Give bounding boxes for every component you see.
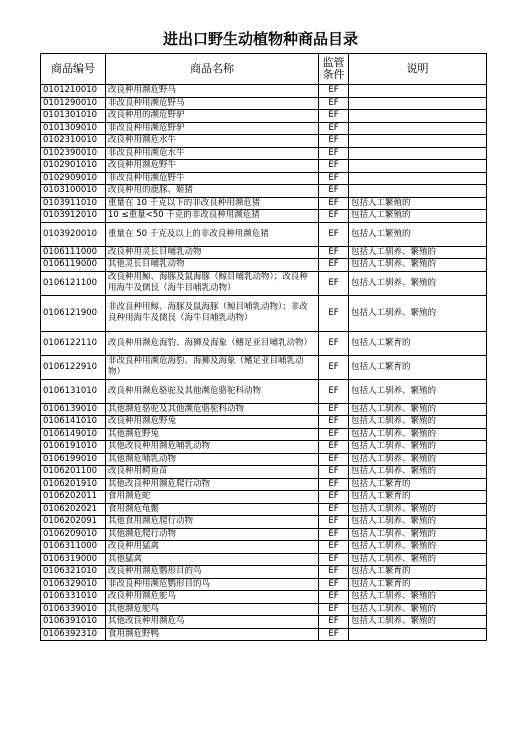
condition-cell: EF [319,616,349,629]
code-cell: 0106202091 [41,516,106,529]
table-row [41,616,487,629]
note-cell: 包括人工驯养、繁殖的 [349,259,487,272]
table-body [41,85,487,641]
condition-cell: EF [319,453,349,466]
note-cell: 包括人工驯养、繁殖的 [349,428,487,441]
table-row [41,491,487,504]
code-cell: 0102901010 [41,160,106,173]
table-row [41,172,487,185]
code-cell: 0106191010 [41,441,106,454]
table-row [41,197,487,210]
table-row [41,122,487,135]
code-cell: 0101309010 [41,122,106,135]
name-cell: 改良种用濒危野马 [106,85,319,98]
code-cell: 0106122110 [41,331,106,355]
note-cell: 包括人工驯养、繁殖的 [349,553,487,566]
note-cell: 包括人工繁育的 [349,578,487,591]
name-cell: 其他猛禽 [106,553,319,566]
name-cell: 改良种用鲸、海豚及鼠海豚（鲸目哺乳动物）；改良种用海牛及儒艮（海牛目哺乳动物） [106,271,319,295]
note-cell [349,172,487,185]
name-cell: 食用濒危野鸭 [106,628,319,641]
catalog-table [40,53,487,641]
name-cell: 改良种用濒危海豹、海狮及海象（鳍足亚目哺乳动物） [106,331,319,355]
table-row [41,503,487,516]
code-cell: 0106311000 [41,541,106,554]
name-cell: 非改良种用濒危水牛 [106,147,319,160]
code-cell: 0106122910 [41,355,106,379]
name-cell: 非改良种用濒危野牛 [106,172,319,185]
note-cell: 包括人工驯养、繁殖的 [349,616,487,629]
code-cell: 0101301010 [41,110,106,123]
condition-cell: EF [319,271,349,295]
code-cell: 0106111000 [41,246,106,259]
condition-cell: EF [319,97,349,110]
note-cell [349,85,487,98]
note-cell: 包括人工繁育的 [349,331,487,355]
table-row [41,147,487,160]
name-cell: 改良种用的鹿豚、姬猪 [106,185,319,198]
note-cell: 包括人工驯养、繁殖的 [349,441,487,454]
condition-cell: EF [319,566,349,579]
condition-cell: EF [319,428,349,441]
header-row [41,54,487,85]
note-cell: 包括人工繁殖的 [349,210,487,223]
name-cell: 非改良种用濒危野驴 [106,122,319,135]
name-cell: 重量在 50 千克及以上的非改良种用濒危猪 [106,222,319,246]
header-code: 商品编号 [41,54,106,85]
code-cell: 0106391010 [41,616,106,629]
table-row [41,271,487,295]
code-cell: 0103100010 [41,185,106,198]
table-row [41,160,487,173]
condition-cell: EF [319,246,349,259]
note-cell [349,97,487,110]
name-cell: 改良种用濒危骆驼及其他濒危骆驼科动物 [106,379,319,403]
note-cell [349,185,487,198]
code-cell: 0101210010 [41,85,106,98]
table-row [41,85,487,98]
condition-cell: EF [319,491,349,504]
header-condition: 监管条件 [319,54,349,85]
condition-cell: EF [319,135,349,148]
code-cell: 0106319000 [41,553,106,566]
note-cell: 包括人工繁育的 [349,491,487,504]
code-cell: 0102909010 [41,172,106,185]
code-cell: 0102310010 [41,135,106,148]
condition-cell: EF [319,528,349,541]
condition-cell: EF [319,331,349,355]
code-cell: 0106339010 [41,603,106,616]
table-row [41,441,487,454]
note-cell: 包括人工驯养、繁殖的 [349,295,487,331]
note-cell: 包括人工繁育的 [349,355,487,379]
name-cell: 改良种用濒危水牛 [106,135,319,148]
condition-cell: EF [319,295,349,331]
name-cell: 其他改良种用濒危爬行动物 [106,478,319,491]
table-row [41,628,487,641]
note-cell: 包括人工驯养、繁殖的 [349,591,487,604]
condition-cell: EF [319,541,349,554]
note-cell [349,147,487,160]
name-cell: 其他灵长目哺乳动物 [106,259,319,272]
note-cell: 包括人工驯养、繁殖的 [349,466,487,479]
code-cell: 0106201910 [41,478,106,491]
table-row [41,553,487,566]
condition-cell: EF [319,553,349,566]
table-row [41,135,487,148]
table-row [41,246,487,259]
condition-cell: EF [319,591,349,604]
note-cell: 包括人工驯养、繁殖的 [349,246,487,259]
table-row [41,403,487,416]
table-row [41,295,487,331]
note-cell: 包括人工繁殖的 [349,222,487,246]
table-row [41,259,487,272]
condition-cell: EF [319,603,349,616]
note-cell: 包括人工驯养、繁殖的 [349,379,487,403]
note-cell: 包括人工驯养、繁殖的 [349,528,487,541]
name-cell: 食用濒危蛇 [106,491,319,504]
name-cell: 其他濒危野兔 [106,428,319,441]
note-cell [349,110,487,123]
table-row [41,185,487,198]
note-cell [349,628,487,641]
note-cell: 包括人工繁育的 [349,478,487,491]
condition-cell: EF [319,416,349,429]
condition-cell: EF [319,578,349,591]
condition-cell: EF [319,466,349,479]
table-row [41,578,487,591]
code-cell: 0101290010 [41,97,106,110]
condition-cell: EF [319,210,349,223]
table-row [41,428,487,441]
code-cell: 0106119000 [41,259,106,272]
code-cell: 0106321010 [41,566,106,579]
name-cell: 食用濒危龟鳖 [106,503,319,516]
code-cell: 0106201100 [41,466,106,479]
code-cell: 0106329010 [41,578,106,591]
code-cell: 0106209010 [41,528,106,541]
note-cell: 包括人工驯养、繁殖的 [349,403,487,416]
condition-cell: EF [319,160,349,173]
code-cell: 0103920010 [41,222,106,246]
code-cell: 0106392310 [41,628,106,641]
table-row [41,516,487,529]
table-row [41,97,487,110]
table-row [41,110,487,123]
table-row [41,210,487,223]
page-title: 进出口野生动植物种商品目录 [162,30,358,48]
table-row [41,379,487,403]
code-cell: 0106199010 [41,453,106,466]
note-cell [349,122,487,135]
name-cell: 其他濒危爬行动物 [106,528,319,541]
name-cell: 其他濒危骆驼及其他濒危骆驼科动物 [106,403,319,416]
table-row [41,528,487,541]
code-cell: 0106121100 [41,271,106,295]
name-cell: 改良种用濒危鹦形目的鸟 [106,566,319,579]
note-cell: 包括人工驯养、繁殖的 [349,416,487,429]
condition-cell: EF [319,628,349,641]
name-cell: 非改良种用濒危野马 [106,97,319,110]
condition-cell: EF [319,110,349,123]
name-cell: 改良种用猛禽 [106,541,319,554]
condition-cell: EF [319,403,349,416]
condition-cell: EF [319,222,349,246]
name-cell: 非改良种用濒危鹦形目的鸟 [106,578,319,591]
condition-cell: EF [319,147,349,160]
condition-cell: EF [319,172,349,185]
name-cell: 其他改良种用濒危鸟 [106,616,319,629]
code-cell: 0106202021 [41,503,106,516]
condition-cell: EF [319,503,349,516]
name-cell: 非改良种用鲸、海豚及鼠海豚（鲸目哺乳动物）；非改良种用海牛及儒艮（海牛目哺乳动物） [106,295,319,331]
table-row [41,466,487,479]
condition-cell: EF [319,379,349,403]
code-cell: 0103912010 [41,210,106,223]
condition-cell: EF [319,259,349,272]
note-cell: 包括人工驯养、繁殖的 [349,453,487,466]
table-row [41,453,487,466]
note-cell: 包括人工繁殖的 [349,197,487,210]
condition-cell: EF [319,441,349,454]
note-cell: 包括人工驯养、繁殖的 [349,516,487,529]
name-cell: 其他濒危哺乳动物 [106,453,319,466]
code-cell: 0106139010 [41,403,106,416]
name-cell: 重量在 10 千克以下的非改良种用濒危猪 [106,197,319,210]
code-cell: 0103911010 [41,197,106,210]
name-cell: 其他食用濒危爬行动物 [106,516,319,529]
condition-cell: EF [319,516,349,529]
code-cell: 0106121900 [41,295,106,331]
name-cell: 10 ≤重量<50 千克的非改良种用濒危猪 [106,210,319,223]
note-cell: 包括人工驯养、繁殖的 [349,541,487,554]
name-cell: 改良种用濒危鸵鸟 [106,591,319,604]
code-cell: 0106149010 [41,428,106,441]
name-cell: 改良种用濒危野牛 [106,160,319,173]
header-name: 商品名称 [106,54,319,85]
name-cell: 其他濒危鸵鸟 [106,603,319,616]
note-cell: 包括人工驯养、繁殖的 [349,603,487,616]
note-cell [349,160,487,173]
code-cell: 0106141010 [41,416,106,429]
condition-cell: EF [319,185,349,198]
table-row [41,331,487,355]
condition-cell: EF [319,85,349,98]
header-note: 说明 [349,54,487,85]
note-cell: 包括人工繁育的 [349,566,487,579]
note-cell: 包括人工驯养、繁殖的 [349,503,487,516]
code-cell: 0106331010 [41,591,106,604]
table-row [41,591,487,604]
name-cell: 非改良种用濒危海豹、海狮及海象（鳍足亚目哺乳动物） [106,355,319,379]
note-cell: 包括人工驯养、繁殖的 [349,271,487,295]
code-cell: 0102390010 [41,147,106,160]
condition-cell: EF [319,197,349,210]
table-row [41,222,487,246]
note-cell [349,135,487,148]
table-row [41,566,487,579]
name-cell: 改良种用鳄鱼苗 [106,466,319,479]
table-row [41,478,487,491]
name-cell: 改良种用灵长目哺乳动物 [106,246,319,259]
code-cell: 0106202011 [41,491,106,504]
name-cell: 其他改良种用濒危哺乳动物 [106,441,319,454]
table-row [41,541,487,554]
table-row [41,355,487,379]
condition-cell: EF [319,122,349,135]
code-cell: 0106131010 [41,379,106,403]
table-row [41,603,487,616]
name-cell: 改良种用濒危野兔 [106,416,319,429]
condition-cell: EF [319,355,349,379]
condition-cell: EF [319,478,349,491]
table-row [41,416,487,429]
name-cell: 改良种用的濒危野驴 [106,110,319,123]
